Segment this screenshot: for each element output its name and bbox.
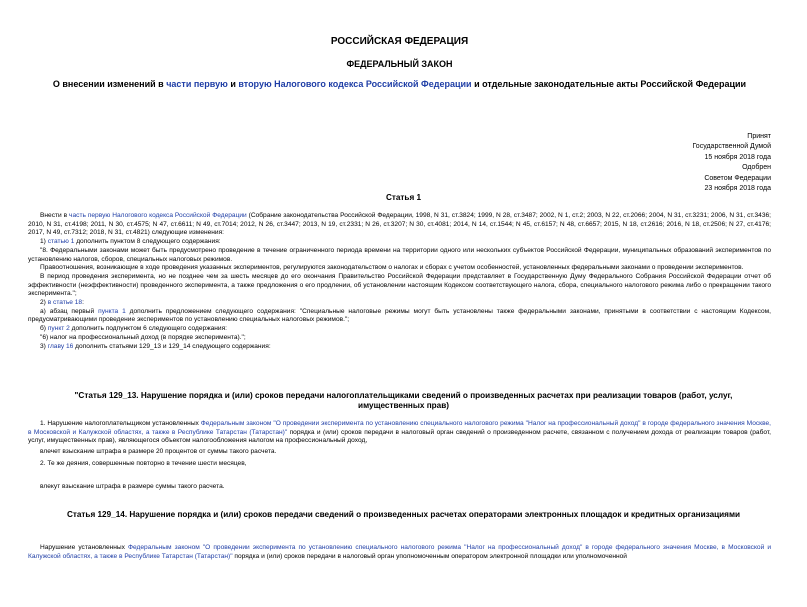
document-page xyxy=(0,36,807,607)
article-129-14-point-1 xyxy=(28,544,771,561)
link-part-one[interactable]: части первую xyxy=(166,79,228,89)
article-129-14-title: Статья 129_14. Нарушение порядка и (или) сроков передачи сведений о произведенных расчетах операторами электронных площадок и кредитных организациями xyxy=(66,510,741,519)
adoption-info xyxy=(692,132,771,194)
link-point-2[interactable]: пункт 2 xyxy=(47,325,70,333)
adoption-line-5: Советом Федерации xyxy=(704,174,771,182)
item-3-text-a: 3) xyxy=(40,342,48,350)
subtitle-text-2: и xyxy=(227,79,239,89)
item-1-point-8: "8. Федеральными законами может быть предусмотрено проведение в течение ограниченного периода времени на территории одного или нескольких субъектов Российской Федерации, муниципальных образований экспериментов по установлению налогов, сборов, специальных налоговых режимов. xyxy=(28,246,771,263)
adoption-line-6: 23 ноября 2018 года xyxy=(704,185,771,193)
article-129-13-penalty-2: влекут взыскание штрафа в размере суммы такого расчета. xyxy=(40,482,225,490)
item-2-text-a: 2) xyxy=(40,299,48,307)
intro-text-a: Внести в xyxy=(40,212,70,219)
document-law-type: ФЕДЕРАЛЬНЫЙ ЗАКОН xyxy=(346,59,453,69)
link-article-1[interactable]: статью 1 xyxy=(47,238,75,246)
item-1-legal-relations: Правоотношения, возникающие в ходе проведения указанных экспериментов, регулируются законодательством о налогах и сборах с учетом особенностей, установленных федеральными законами о проведении экспериментов. xyxy=(40,264,744,272)
subtitle-text-3: и отдельные законодательные акты Российской Федерации xyxy=(471,79,747,89)
item-1-text-a: 1) xyxy=(40,238,48,246)
item-2a-text-a: а) абзац первый xyxy=(40,307,99,315)
item-2-text-b: : xyxy=(82,299,84,307)
item-3 xyxy=(28,343,771,352)
item-2a-text-b: дополнить предложением следующего содержания: "Специальные налоговые режимы могут быть установлены также федеральными законами, принятыми в соответствии с настоящим Кодексом, предусматривающими проведение экспериментов по установлению специальных налоговых режимов."; xyxy=(28,307,771,324)
link-chapter-16[interactable]: главу 16 xyxy=(47,342,74,350)
art129-13-text-a: 1. Нарушение налогоплательщиком установленных xyxy=(40,420,201,427)
item-3-text-b: дополнить статьями 129_13 и 129_14 следующего содержания: xyxy=(73,342,271,350)
art129-14-text-b: порядка и (или) сроков передачи в налоговый орган уполномоченным оператором электронной площадки или уполномоченной xyxy=(232,552,627,560)
article-129-14-body xyxy=(28,544,771,561)
item-2b xyxy=(28,325,771,334)
link-article-18[interactable]: в статье 18 xyxy=(47,299,83,307)
subtitle-text-1: О внесении изменений в xyxy=(52,79,167,89)
art129-14-text-a: Нарушение установленных xyxy=(40,544,128,551)
art129-13-text-b: порядка и (или) сроков передачи в налоговый орган сведений о произведенном расчете, связанном с получением дохода от реализации товаров (работ, услуг, имущественных прав), являющегося объектом налогообложения налогом на профессиональный доход, xyxy=(28,428,771,445)
article-129-13-title: "Статья 129_13. Нарушение порядка и (или) сроков передачи налогоплательщиками сведений о произведенных расчетах при реализации товаров (работ, услуг, имущественных прав) xyxy=(74,391,733,410)
item-1-report: В период проведения эксперимента, но не позднее чем за шесть месяцев до его окончания Правительство Российской Федерации представляет в Государственную Думу Федерального Собрания Российской Федерации отчет об эффективности (неэффективности) проведенного эксперимента, а также предложения о его продлении, об установлении настоящим Кодексом соответствующего налога, сбора, специального налогового режима либо о прекращении такого эксперимента."; xyxy=(28,272,771,298)
document-country-title: РОССИЙСКАЯ ФЕДЕРАЦИЯ xyxy=(330,36,469,47)
item-2b-subpoint-6: "6) налог на профессиональный доход (в порядке эксперимента)."; xyxy=(40,333,246,341)
item-2 xyxy=(28,299,771,308)
article-129-13-body xyxy=(28,420,771,491)
article-1-body xyxy=(28,212,771,351)
article-129-13-point-2: 2. Те же деяния, совершенные повторно в течение шести месяцев, xyxy=(40,459,247,467)
intro-text-b: (Собрание законодательства Российской Федерации, 1998, N 31, ст.3824; 1999, N 28, ст.3487; 2002, N 1, ст.2; 2003, N 22, ст.2066; 2004, N 31, ст.3231; 2006, N 31, ст.3436; 2010, N 31, ст.4198; 2011, N 30, ст.4575; N 47, ст.6611; N 49, ст.7014; 2012, N 26, ст.3447; 2013, N 19, ст.2331; N 26, ст.3207; N 30, ст.4081; 2014, N 14, ст.1544; N 45, ст.6157; N 48, ст.6657; 2015, N 18, ст.2616; 2016, N 18, ст.2506; N 27, ст.4176; 2017, N 49, ст.7312; 2018, N 31, ст.4821) следующие изменения: xyxy=(28,212,772,237)
item-2a xyxy=(28,308,771,325)
adoption-line-1: Принят xyxy=(747,133,771,140)
item-1-text-b: дополнить пунктом 8 следующего содержания: xyxy=(74,238,221,246)
link-federal-law-experiment-2[interactable]: Федеральным законом "О проведении эксперимента по установлению специального налогового режима "Налог на профессиональный доход" в городе федерального значения Москве, в Московской и Калужской областях, а также в Республике Татарстан (Татарстан)" xyxy=(28,544,772,560)
item-2b-text-a: б) xyxy=(40,325,48,333)
link-tax-code-part-two[interactable]: вторую Налогового кодекса Российской Федерации xyxy=(238,79,472,89)
article-129-13-penalty-1: влечет взыскание штрафа в размере 20 процентов от суммы такого расчета. xyxy=(40,448,277,456)
document-subtitle xyxy=(28,79,771,89)
link-point-1[interactable]: пункта 1 xyxy=(98,307,126,315)
adoption-line-4: Одобрен xyxy=(742,164,771,172)
article-1-intro xyxy=(28,212,771,238)
item-1 xyxy=(28,238,771,247)
link-federal-law-experiment[interactable]: Федеральным законом "О проведении эксперимента по установлению специального налогового режима "Налог на профессиональный доход" в городе федерального значения Москве, в Московской и Калужской областях, а также в Республике Татарстан (Татарстан)" xyxy=(28,420,771,436)
article-129-13-point-1 xyxy=(28,420,771,446)
link-tax-code-part-one[interactable]: часть первую Налогового кодекса Российской Федерации xyxy=(69,212,247,219)
adoption-line-2: Государственной Думой xyxy=(692,143,771,151)
adoption-line-3: 15 ноября 2018 года xyxy=(704,153,771,161)
article-1-title: Статья 1 xyxy=(385,193,422,202)
item-2b-text-b: дополнить подпунктом 6 следующего содержания: xyxy=(69,325,228,333)
